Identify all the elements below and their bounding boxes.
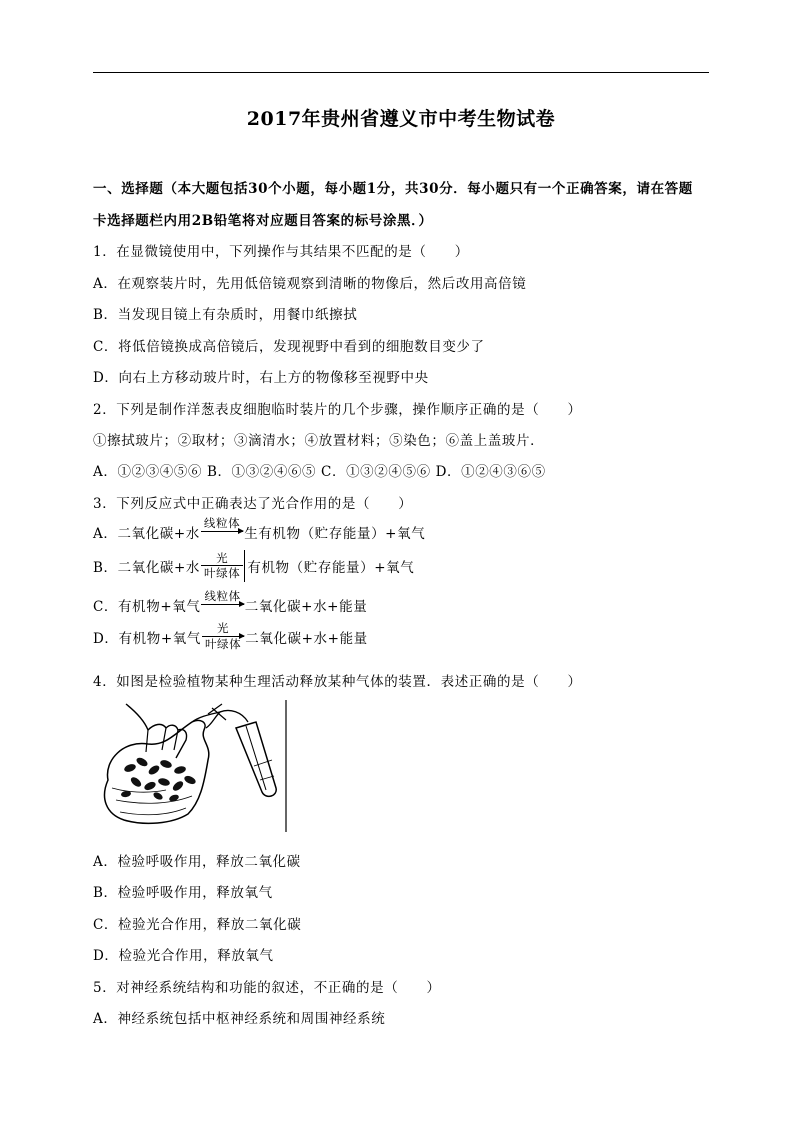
q3-c-suffix: 二氧化碳+水+能量	[244, 598, 368, 615]
q3-a-arrow-label: 线粒体	[203, 516, 241, 530]
q3-b-suffix: 有机物（贮存能量）+氧气	[247, 560, 415, 576]
q1-option-c: C．将低倍镜换成高倍镜后，发现视野中看到的细胞数目变少了	[93, 339, 485, 355]
q2-steps: ①擦拭玻片；②取材；③滴清水；④放置材料；⑤染色；⑥盖上盖玻片．	[93, 433, 545, 449]
q3-d-arrow-over: 光	[217, 621, 230, 635]
arrow-icon	[201, 531, 243, 532]
q3-a-prefix: A．二氧化碳+水	[93, 525, 200, 542]
q3-d-arrow	[202, 623, 244, 650]
q1-stem: 1．在显微镜使用中，下列操作与其结果不匹配的是（ ）	[93, 244, 469, 260]
experiment-figure	[96, 700, 292, 832]
q4-option-a: A．检验呼吸作用，释放二氧化碳	[93, 854, 301, 870]
q1-option-d: D．向右上方移动玻片时，右上方的物像移至视野中央	[93, 370, 429, 386]
q3-c-prefix: C．有机物+氧气	[93, 598, 201, 615]
q5-option-a: A．神经系统包括中枢神经系统和周围神经系统	[93, 1011, 386, 1027]
q3-d-arrow-under: 叶绿体	[204, 636, 242, 651]
q3-option-d	[93, 623, 368, 650]
q3-b-prefix: B．二氧化碳+水	[93, 560, 201, 576]
q4-option-d: D．检验光合作用，释放氧气	[93, 948, 274, 964]
q5-stem: 5．对神经系统结构和功能的叙述，不正确的是（ ）	[93, 980, 441, 996]
q4-option-b: B．检验呼吸作用，释放氧气	[93, 885, 273, 901]
q3-d-prefix: D．有机物+氧气	[93, 630, 201, 647]
q3-option-c	[93, 591, 367, 618]
vertical-bar-icon	[244, 550, 245, 582]
section-heading-line2: 卡选择题栏内用2B铅笔将对应题目答案的标号涂黑．）	[93, 213, 433, 229]
header-rule	[93, 72, 709, 73]
q3-stem: 3．下列反应式中正确表达了光合作用的是（ ）	[93, 496, 413, 512]
arrow-icon	[201, 604, 243, 605]
q3-c-arrow	[201, 591, 243, 618]
q2-options: A．①②③④⑤⑥ B．①③②④⑥⑤ C．①③②④⑤⑥ D．①②④③⑥⑤	[93, 464, 546, 480]
section-heading-line1: 一、选择题（本大题包括30个小题，每小题1分，共30分．每小题只有一个正确答案，请在答题	[93, 181, 693, 197]
q4-stem: 4．如图是检验植物某种生理活动释放某种气体的装置．表述正确的是（ ）	[93, 674, 582, 690]
q1-option-a: A．在观察装片时，先用低倍镜观察到清晰的物像后，然后改用高倍镜	[93, 276, 527, 292]
q3-option-a	[93, 518, 425, 545]
q3-a-suffix: 生有机物（贮存能量）+氧气	[244, 525, 426, 542]
page-title: 2017年贵州省遵义市中考生物试卷	[246, 108, 556, 130]
line-icon	[201, 565, 243, 566]
q3-d-suffix: 二氧化碳+水+能量	[245, 630, 368, 647]
q3-b-arrow-over: 光	[216, 550, 229, 565]
q3-option-b	[93, 550, 414, 582]
q2-stem: 2．下列是制作洋葱表皮细胞临时装片的几个步骤，操作顺序正确的是（ ）	[93, 402, 582, 418]
q3-a-arrow	[201, 518, 243, 545]
q3-c-arrow-label: 线粒体	[204, 589, 241, 603]
q4-option-c: C．检验光合作用，释放二氧化碳	[93, 917, 302, 933]
q3-b-arrow-under: 叶绿体	[204, 566, 241, 580]
arrow-icon	[202, 636, 244, 637]
q1-option-b: B．当发现目镜上有杂质时，用餐巾纸擦拭	[93, 307, 358, 323]
q3-b-arrow	[201, 550, 243, 580]
